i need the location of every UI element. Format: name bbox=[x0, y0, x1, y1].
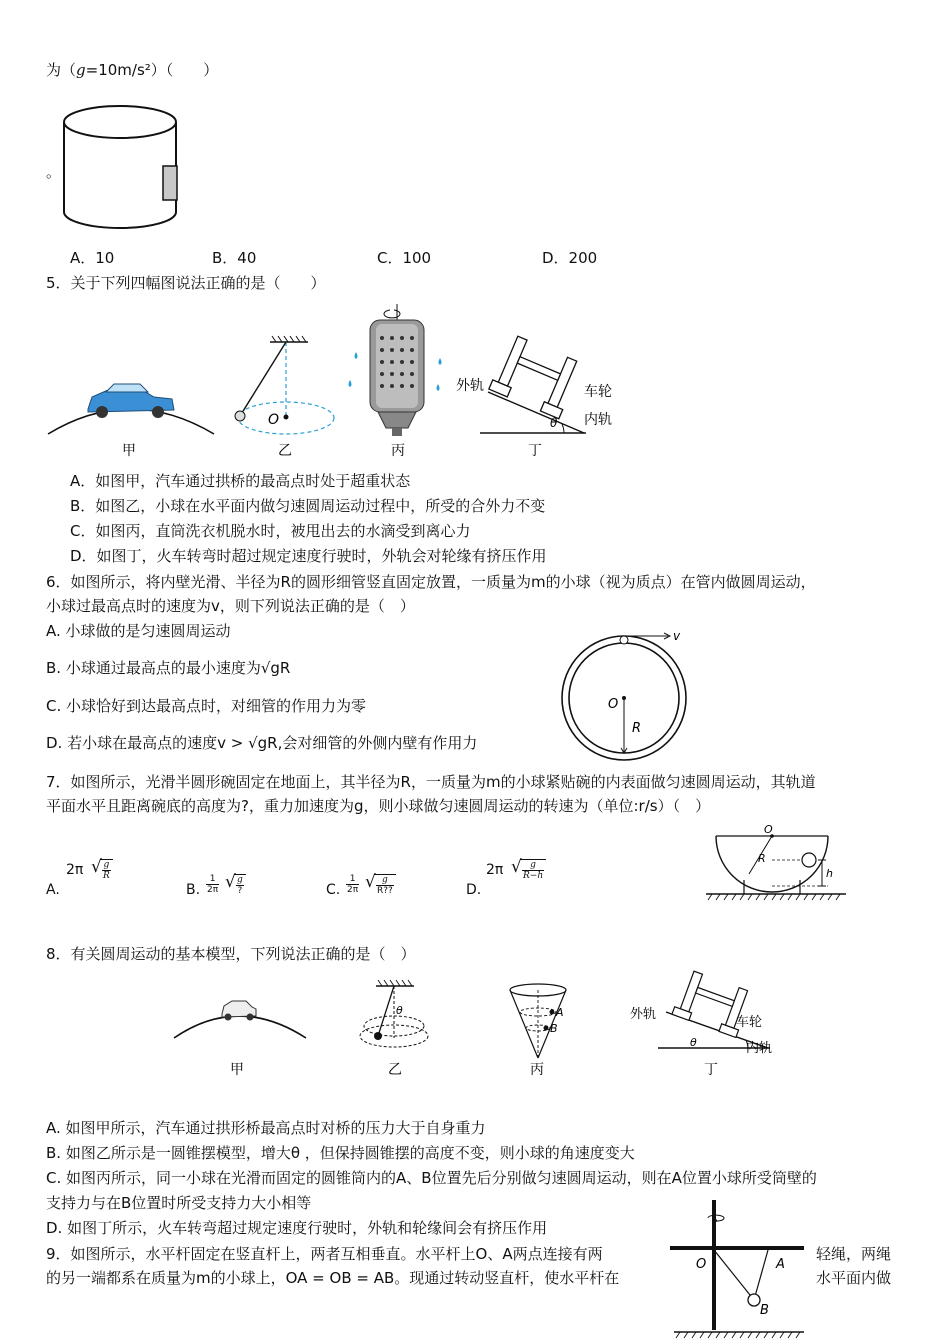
q7-b-coef-num: 1 bbox=[206, 874, 219, 885]
q6-tube-figure bbox=[560, 622, 710, 772]
q7-a-coef: 2π bbox=[66, 862, 84, 878]
q6-option-d: D. 若小球在最高点的速度v > √gR,会对细管的外侧内壁有作用力 bbox=[46, 734, 478, 752]
q5-fig-bing bbox=[349, 304, 442, 459]
q8-label-bing: 丙 bbox=[530, 1062, 544, 1078]
q7-c-den: R?? bbox=[377, 886, 393, 896]
q8-label-theta-ding: θ bbox=[690, 1036, 697, 1049]
q8-fig-yi bbox=[360, 980, 428, 1078]
q9-stem-line1a: 9．如图所示，水平杆固定在竖直杆上，两者互相垂直。水平杆上O、A两点连接有两 bbox=[46, 1245, 603, 1263]
q9-label-A: A bbox=[776, 1257, 785, 1272]
q4-option-a: A．10 bbox=[70, 249, 115, 267]
q5-option-a: A．如图甲，汽车通过拱桥的最高点时处于超重状态 bbox=[70, 472, 411, 490]
q9-stem-line1b: 轻绳，两绳 bbox=[816, 1245, 892, 1263]
q5-fig-jia bbox=[48, 384, 214, 459]
q6-label-O: O bbox=[608, 697, 619, 712]
q7-a-root bbox=[100, 859, 113, 881]
q5-label-outer-rail: 外轨 bbox=[456, 378, 484, 394]
q7-label-h: h bbox=[826, 867, 833, 880]
q6-stem-line1: 6．如图所示，将内壁光滑、半径为R的圆形细管竖直固定放置，一质量为m的小球（视为质点）在管内做圆周运动， bbox=[46, 573, 816, 591]
q7-d-coef: 2π bbox=[486, 862, 504, 878]
q6-option-c: C. 小球恰好到达最高点时，对细管的作用力为零 bbox=[46, 697, 367, 715]
q7-d-num: √ g bbox=[522, 860, 544, 871]
q7-b-coef-den: 2π bbox=[207, 885, 219, 895]
q9-rod-figure bbox=[670, 1198, 810, 1342]
q5-figure-row bbox=[44, 300, 624, 460]
q5-label-bing: 丙 bbox=[391, 443, 405, 459]
q6-label-v: v bbox=[673, 629, 681, 643]
q8-label-yi: 乙 bbox=[388, 1062, 402, 1078]
q5-label-theta: θ bbox=[550, 416, 558, 430]
q5-label-yi: 乙 bbox=[278, 443, 292, 459]
q7-c-coef-num: 1 bbox=[346, 874, 359, 885]
q9-stem-line2b: 水平面内做 bbox=[816, 1269, 892, 1287]
q4-option-c: C．100 bbox=[377, 249, 432, 267]
q4-tail-prefix: 为（ bbox=[46, 61, 77, 79]
q7-label-O: O bbox=[764, 823, 773, 836]
q7-a-label: A. bbox=[46, 882, 60, 898]
q7-b-den: ? bbox=[237, 886, 243, 896]
q5-label-ding: 丁 bbox=[528, 443, 542, 459]
q6-option-b: B. 小球通过最高点的最小速度为√gR bbox=[46, 659, 291, 677]
q7-b-label: B. bbox=[186, 882, 201, 898]
q8-label-wheel: 车轮 bbox=[736, 1015, 763, 1030]
q5-label-wheel: 车轮 bbox=[584, 384, 612, 400]
q8-label-ding: 丁 bbox=[704, 1062, 718, 1078]
q7-b-num: √ g bbox=[237, 875, 243, 885]
q8-label-theta: θ bbox=[396, 1004, 403, 1017]
q8-option-c-line2: 支持力与在B位置时所受支持力大小相等 bbox=[46, 1194, 312, 1212]
q7-c-coef-den: 2π bbox=[347, 885, 359, 895]
q4-option-d: D．200 bbox=[542, 249, 598, 267]
q9-label-O: O bbox=[696, 1257, 707, 1272]
q4-tail-line bbox=[46, 60, 218, 80]
q8-stem: 8．有关圆周运动的基本模型，下列说法正确的是（ ） bbox=[46, 945, 416, 963]
q7-stem-line2: 平面水平且距离碗底的高度为?，重力加速度为g，则小球做匀速圆周运动的转速为（单位:r/s）（ ） bbox=[46, 797, 711, 815]
q4-small-mark: 。 bbox=[46, 163, 62, 181]
q8-option-a: A. 如图甲所示，汽车通过拱形桥最高点时对桥的压力大于自身重力 bbox=[46, 1119, 486, 1137]
q8-fig-bing bbox=[510, 984, 566, 1078]
q4-cylinder-figure bbox=[62, 100, 202, 230]
q4-tail-eq: =10m/s² bbox=[85, 61, 151, 79]
q8-option-b: B. 如图乙所示是一圆锥摆模型，增大θ ，但保持圆锥摆的高度不变，则小球的角速度变大 bbox=[46, 1144, 635, 1162]
q8-label-inner-rail: 内轨 bbox=[746, 1041, 773, 1056]
q6-stem-line2: 小球过最高点时的速度为v，则下列说法正确的是（ ） bbox=[46, 597, 415, 615]
q6-label-R: R bbox=[632, 721, 642, 736]
q8-fig-ding bbox=[630, 969, 772, 1078]
q5-option-d: D．如图丁，火车转弯时超过规定速度行驶时，外轨会对轮缘有挤压作用 bbox=[70, 547, 547, 565]
q5-fig-yi bbox=[235, 336, 334, 459]
q5-option-c: C．如图丙，直筒洗衣机脱水时，被甩出去的水滴受到离心力 bbox=[70, 522, 471, 540]
q7-a-den: R bbox=[103, 871, 110, 881]
q7-c-label: C. bbox=[326, 882, 341, 898]
q7-d-den: R−h bbox=[523, 871, 544, 881]
q5-stem: 5．关于下列四幅图说法正确的是（ ） bbox=[46, 274, 326, 292]
q4-tail-g: g bbox=[76, 61, 86, 79]
q9-label-B: B bbox=[760, 1303, 769, 1318]
q7-d-root bbox=[520, 859, 546, 881]
q7-c-root bbox=[374, 874, 396, 896]
q7-c-num: √ g bbox=[376, 875, 394, 886]
q7-stem-line1: 7．如图所示，光滑半圆形碗固定在地面上，其半径为R，一质量为m的小球紧贴碗的内表面做匀速圆周运动，其轨道 bbox=[46, 773, 816, 791]
q8-option-d: D. 如图丁所示，火车转弯超过规定速度行驶时，外轨和轮缘间会有挤压作用 bbox=[46, 1219, 548, 1237]
q8-label-B: B bbox=[550, 1022, 558, 1035]
q7-a-num: √ g bbox=[103, 860, 110, 870]
q8-label-outer-rail: 外轨 bbox=[630, 1007, 657, 1022]
q6-option-a: A. 小球做的是匀速圆周运动 bbox=[46, 622, 231, 640]
q4-option-b: B．40 bbox=[212, 249, 257, 267]
q7-label-R: R bbox=[758, 852, 766, 865]
q7-d-label: D. bbox=[466, 882, 482, 898]
q5-label-jia: 甲 bbox=[122, 443, 136, 459]
q5-fig-ding bbox=[456, 334, 612, 459]
q4-tail-suffix: ）（ ） bbox=[150, 61, 219, 79]
q9-stem-line2a: 的另一端都系在质量为m的小球上，OA = OB = AB。现通过转动竖直杆，使水平杆在 bbox=[46, 1269, 620, 1287]
q5-label-O: O bbox=[268, 412, 280, 428]
q7-bowl-figure bbox=[704, 823, 854, 906]
q8-label-A: A bbox=[556, 1006, 564, 1019]
q7-b-root bbox=[234, 874, 246, 896]
q5-option-b: B．如图乙，小球在水平面内做匀速圆周运动过程中，所受的合外力不变 bbox=[70, 497, 546, 515]
q8-figure-row bbox=[166, 980, 786, 1090]
q8-option-c-line1: C. 如图丙所示，同一小球在光滑而固定的圆锥筒内的A、B位置先后分别做匀速圆周运动，则在A位置小球所受筒壁的 bbox=[46, 1169, 817, 1187]
q5-label-inner-rail: 内轨 bbox=[584, 412, 612, 428]
q8-label-jia: 甲 bbox=[230, 1062, 244, 1078]
q8-fig-jia bbox=[174, 1001, 306, 1078]
